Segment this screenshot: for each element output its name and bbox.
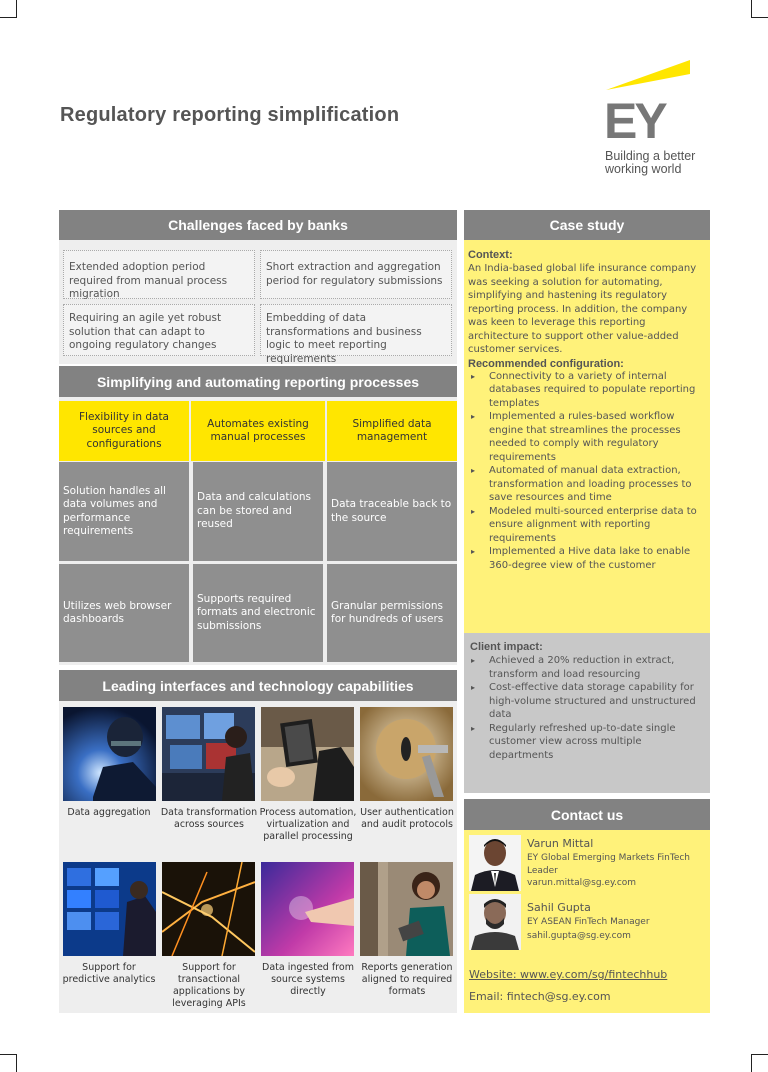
tile-caption: Support for transactional applications by leveraging APIs bbox=[172, 962, 246, 1009]
feature-cell: Supports required formats and electronic submissions bbox=[193, 564, 323, 662]
column-header: Simplified data management bbox=[327, 401, 457, 461]
column-header: Automates existing manual processes bbox=[191, 401, 325, 461]
list-item: ▸ Implemented a rules-based workflow engine that streamlines the processes needed to comply with regulatory requirements bbox=[468, 410, 708, 464]
tile-caption: Reports generation aligned to required formats bbox=[361, 962, 453, 997]
config-label: Recommended configuration: bbox=[468, 357, 624, 370]
key-lock-photo bbox=[360, 707, 453, 801]
contact-header: Contact us bbox=[464, 799, 710, 830]
client-impact-panel bbox=[464, 633, 710, 793]
contact-name: Varun Mittal bbox=[527, 837, 594, 850]
crop-mark bbox=[16, 1054, 17, 1072]
data-aggregation-photo bbox=[63, 707, 156, 801]
tile-caption: Support for predictive analytics bbox=[62, 962, 156, 985]
case-study-panel bbox=[464, 240, 710, 633]
crop-mark bbox=[16, 0, 17, 18]
tile-caption: Data aggregation bbox=[67, 807, 151, 818]
list-item: ▸ Automated of manual data extraction, transformation and loading processes to save resources and time bbox=[468, 464, 708, 505]
list-item: ▸ Cost-effective data storage capability for high-volume structured and unstructured data bbox=[468, 681, 706, 722]
contact-name: Sahil Gupta bbox=[527, 901, 591, 914]
feature-cell: Granular permissions for hundreds of users bbox=[327, 564, 457, 662]
context-text: An India-based global life insurance company was seeking a solution for automating, simplifying and hastening its regulatory reporting process. In addition, the company was keen to leverage this reporting architecture to support other value-added customer services. bbox=[468, 263, 697, 355]
list-item: ▸ Regularly refreshed up-to-date single customer view across multiple departments bbox=[468, 722, 706, 763]
analytics-wall-photo bbox=[63, 862, 156, 956]
logo-tagline: Building a better working world bbox=[605, 149, 696, 176]
contact-role: EY Global Emerging Markets FinTech Leader bbox=[527, 853, 691, 876]
page-title: Regulatory reporting simplification bbox=[60, 104, 400, 126]
email-link[interactable]: Email: fintech@sg.ey.com bbox=[469, 990, 611, 1003]
crop-mark bbox=[0, 17, 17, 18]
interfaces-header: Leading interfaces and technology capabilities bbox=[59, 670, 457, 701]
ey-logo bbox=[604, 60, 714, 180]
list-item: ▸ Implemented a Hive data lake to enable 360-degree view of the customer bbox=[468, 545, 708, 572]
feature-cell: Data traceable back to the source bbox=[327, 462, 457, 561]
list-item: ▸ Modeled multi-sourced enterprise data to ensure alignment with reporting requirements bbox=[468, 505, 708, 546]
tile-caption: Data ingested from source systems directly bbox=[262, 962, 354, 997]
tile-caption: Process automation, virtualization and parallel processing bbox=[259, 807, 357, 842]
challenge-item: Embedding of data transformations and business logic to meet reporting requirements bbox=[260, 304, 452, 356]
context-label: Context: bbox=[468, 249, 513, 261]
feature-cell: Utilizes web browser dashboards bbox=[59, 564, 189, 662]
list-item: ▸ Connectivity to a variety of internal databases required to populate reporting templates bbox=[468, 370, 708, 411]
list-item: ▸ Achieved a 20% reduction in extract, transform and load resourcing bbox=[468, 654, 706, 681]
tablet-hands-photo bbox=[261, 707, 354, 801]
avatar bbox=[469, 894, 521, 950]
website-link[interactable]: Website: www.ey.com/sg/fintechhub bbox=[469, 968, 668, 981]
challenge-item: Requiring an agile yet robust solution that can adapt to ongoing regulatory changes bbox=[63, 304, 255, 356]
crop-mark bbox=[751, 1054, 768, 1055]
challenge-item: Extended adoption period required from manual process migration bbox=[63, 250, 255, 299]
city-lights-photo bbox=[162, 862, 255, 956]
tile-caption: User authentication and audit protocols bbox=[360, 807, 454, 830]
avatar bbox=[469, 835, 521, 891]
config-list bbox=[468, 370, 708, 573]
crop-mark bbox=[751, 17, 768, 18]
challenges-header: Challenges faced by banks bbox=[59, 210, 457, 240]
contact-email-link[interactable]: sahil.gupta@sg.ey.com bbox=[527, 931, 631, 941]
touch-screen-photo bbox=[261, 862, 354, 956]
crop-mark bbox=[751, 1054, 752, 1072]
case-study-header: Case study bbox=[464, 210, 710, 240]
challenge-item: Short extraction and aggregation period for regulatory submissions bbox=[260, 250, 452, 299]
crop-mark bbox=[751, 0, 752, 18]
woman-tablet-photo bbox=[360, 862, 453, 956]
contact-role: EY ASEAN FinTech Manager bbox=[527, 917, 650, 927]
logo-text: EY bbox=[604, 93, 665, 149]
column-header: Flexibility in data sources and configurations bbox=[59, 401, 189, 461]
impact-label: Client impact: bbox=[470, 641, 543, 653]
ey-beam-icon bbox=[604, 60, 694, 92]
simplifying-header: Simplifying and automating reporting processes bbox=[59, 366, 457, 397]
impact-list bbox=[468, 654, 706, 762]
contact-email-link[interactable]: varun.mittal@sg.ey.com bbox=[527, 878, 637, 888]
tile-caption: Data transformation across sources bbox=[160, 807, 258, 830]
trading-screens-photo bbox=[162, 707, 255, 801]
crop-mark bbox=[0, 1054, 17, 1055]
feature-cell: Data and calculations can be stored and reused bbox=[193, 462, 323, 561]
challenges-panel bbox=[59, 240, 457, 364]
feature-cell: Solution handles all data volumes and performance requirements bbox=[59, 462, 189, 561]
